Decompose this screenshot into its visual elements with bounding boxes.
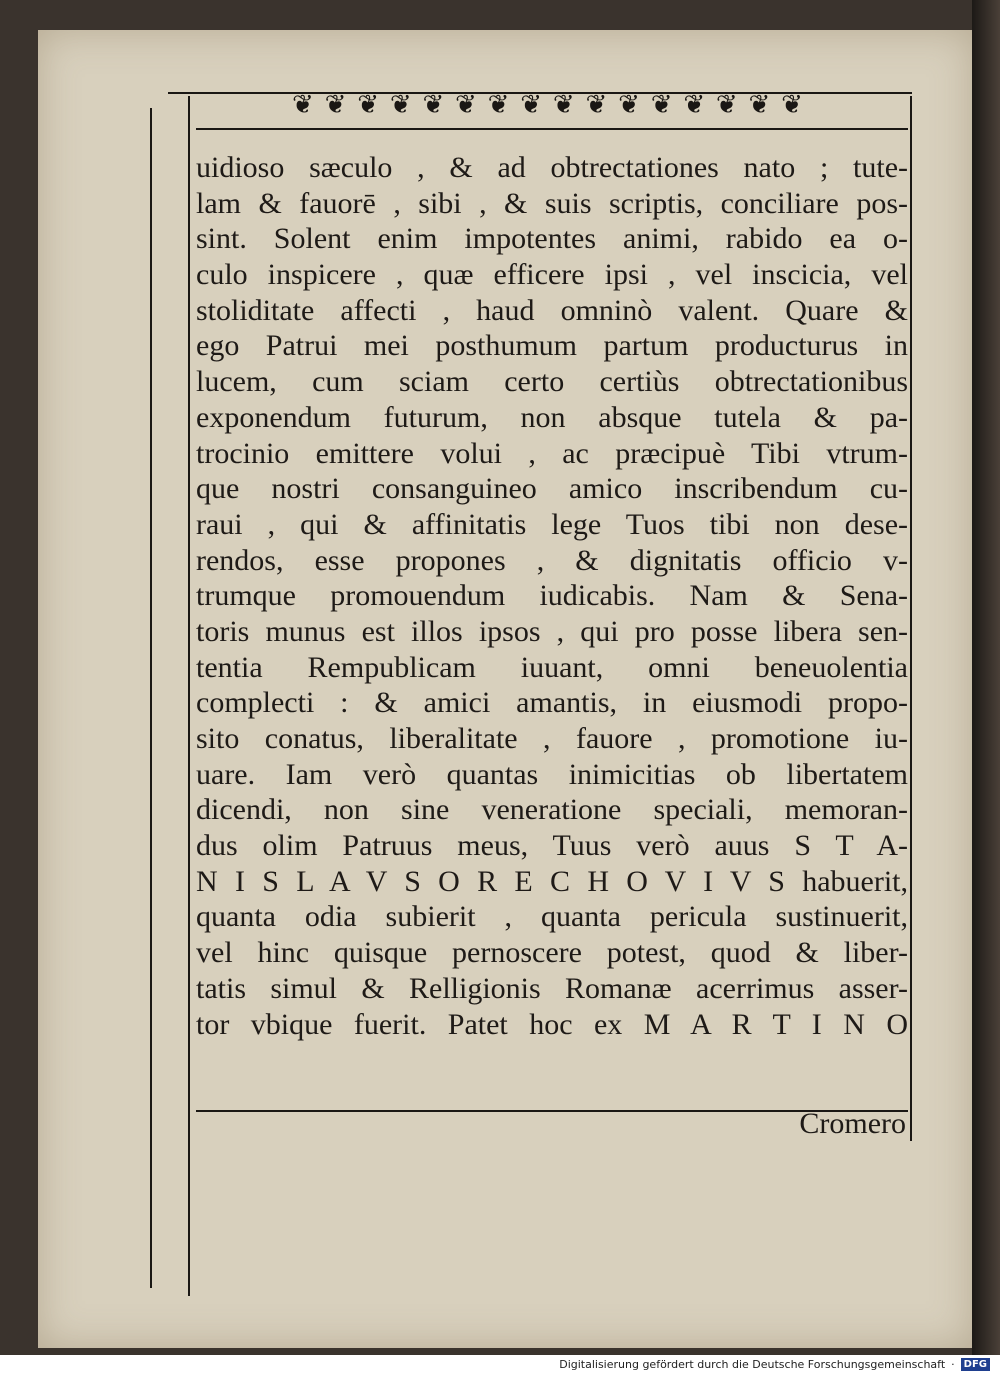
text-line: tatis simul & Relligionis Romanæ acerrimus asser- (196, 971, 908, 1005)
text-line: uare. Iam verò quantas inimicitias ob libertatem (196, 757, 908, 791)
text-line: toris munus est illos ipsos , qui pro posse libera sen- (196, 614, 908, 648)
text-line: trumque promouendum iudicabis. Nam & Sena- (196, 579, 908, 613)
left-rule-outer (150, 108, 152, 1288)
text-line: sint. Solent enim impotentes animi, rabido ea o- (196, 222, 908, 256)
ornament-icon: ❦ (487, 90, 511, 120)
ornamental-headpiece (292, 86, 804, 124)
ornament-icon: ❦ (748, 90, 772, 120)
text-line: quanta odia subierit , quanta pericula sustinuerit, (196, 900, 908, 934)
text-line: tor vbique fuerit. Patet hoc ex M A R T I N O (196, 1007, 908, 1041)
ornament-icon: ❦ (552, 90, 576, 120)
text-line: ego Patrui mei posthumum partum producturus in (196, 329, 908, 363)
footer-credit: Digitalisierung gefördert durch die Deutsche Forschungsgemeinschaft (559, 1357, 946, 1371)
ornament-icon: ❦ (520, 90, 544, 120)
ornament-icon: ❦ (422, 90, 446, 120)
catchword: Cromero (799, 1107, 906, 1140)
ornament-icon: ❦ (715, 90, 739, 120)
right-rule (910, 96, 912, 1141)
ornament-icon: ❦ (455, 90, 478, 120)
ornament-icon: ❦ (618, 90, 641, 120)
ornament-icon: ❦ (585, 90, 609, 120)
text-line: exponendum futurum, non absque tutela & pa- (196, 400, 908, 434)
text-line: culo inspicere , quæ efficere ipsi , vel inscicia, vel (196, 258, 908, 292)
text-line: tentia Rempublicam iuuant, omni beneuolentia (196, 650, 908, 684)
ornament-icon: ❦ (292, 90, 315, 120)
ornament-icon: ❦ (357, 90, 381, 120)
ornament-icon: ❦ (781, 90, 804, 120)
ornament-icon: ❦ (650, 90, 674, 120)
text-line: sito conatus, liberalitate , fauore , promotione iu- (196, 722, 908, 755)
head-underline (196, 128, 908, 130)
ornament-icon: ❦ (389, 90, 413, 120)
ornament-icon: ❦ (683, 90, 707, 120)
text-line: N I S L A V S O R E C H O V I V S habuerit, (196, 864, 908, 898)
ornament-icon: ❦ (324, 90, 348, 120)
faint-bleedthrough-mark (260, 1125, 320, 1143)
text-line: dicendi, non sine veneratione speciali, memoran- (196, 793, 908, 827)
text-line: rendos, esse propones , & dignitatis officio v- (196, 543, 908, 577)
text-line: dus olim Patruus meus, Tuus verò auus S T A- (196, 829, 908, 863)
left-rule-inner (188, 96, 190, 1296)
text-line: trocinio emittere volui , ac præcipuè Tibi vtrum- (196, 436, 908, 470)
text-line: lucem, cum sciam certo certiùs obtrectationibus (196, 365, 908, 399)
digitization-footer (0, 1355, 1000, 1373)
text-line: complecti : & amici amantis, in eiusmodi propo- (196, 686, 908, 720)
text-line: uidioso sæculo , & ad obtrectationes nato ; tute- (196, 151, 908, 184)
dfg-logo-icon: DFG (961, 1358, 990, 1371)
book-gutter (972, 0, 1000, 1355)
text-line: raui , qui & affinitatis lege Tuos tibi non dese- (196, 507, 908, 541)
text-line: que nostri consanguineo amico inscribendum cu- (196, 472, 908, 506)
page-body-text (196, 150, 908, 1042)
text-line: stoliditate affecti , haud omninò valent. Quare & (196, 293, 908, 327)
footer-separator: · (951, 1357, 955, 1371)
text-line: vel hinc quisque pernoscere potest, quod & liber- (196, 936, 908, 970)
text-line: lam & fauorē , sibi , & suis scriptis, conciliare pos- (196, 186, 908, 220)
